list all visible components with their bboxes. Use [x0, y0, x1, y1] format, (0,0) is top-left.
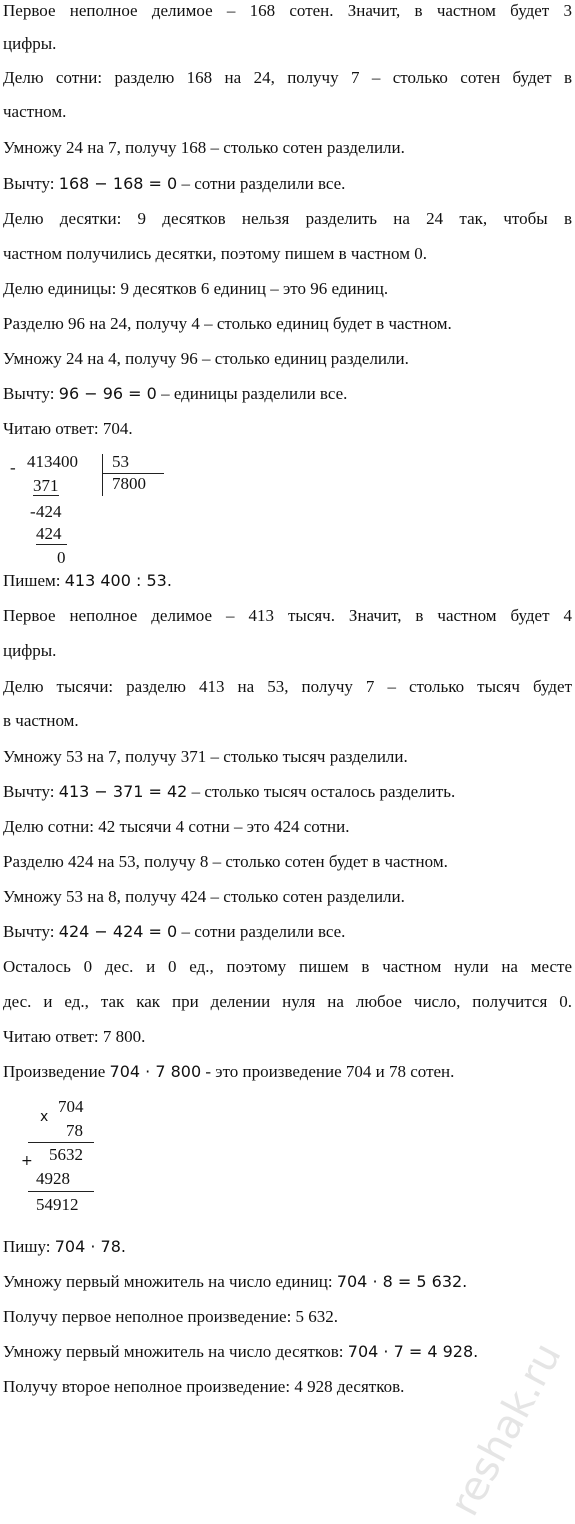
math-expression: 413 − 371 = 42 — [58, 782, 188, 801]
text-line: Осталось 0 дес. и 0 ед., поэтому пишем в частном нули на месте — [3, 957, 572, 976]
text-line — [3, 383, 572, 405]
math-expression: 168 − 168 = 0 — [58, 174, 178, 193]
text-line: частном получились десятки, поэтому пишем в частном 0. — [3, 244, 427, 263]
text-line — [3, 570, 572, 592]
minus-sign: - — [10, 458, 16, 477]
text-line: Первое неполное делимое – 168 сотен. Значит, в частном будет 3 — [3, 1, 572, 20]
subtraction-rule — [33, 495, 59, 496]
text-label: - это произведение 704 и 78 сотен. — [201, 1062, 455, 1081]
text-label: – сотни разделили все. — [177, 922, 346, 941]
math-expression: 704 · 7 800 — [109, 1062, 202, 1081]
text-line: Умножу 24 на 7, получу 168 – столько сотен разделили. — [3, 138, 405, 157]
division-horizontal-rule — [102, 473, 164, 474]
text-line: Первое неполное делимое – 413 тысяч. Значит, в частном будет 4 — [3, 606, 572, 625]
text-line: цифры. — [3, 34, 57, 53]
multiplicand: 704 — [58, 1097, 84, 1116]
text-label: Умножу первый множитель на число единиц: — [3, 1272, 337, 1291]
partial-product: 5632 — [49, 1145, 83, 1164]
multiplier: 78 — [66, 1121, 83, 1140]
watermark: reshak.ru — [441, 1335, 571, 1524]
math-expression: 413 400 : 53. — [64, 571, 172, 590]
divisor: 53 — [112, 452, 129, 471]
partial-product: 4928 — [36, 1169, 70, 1188]
text-line: Получу второе неполное произведение: 4 928 десятков. — [3, 1377, 405, 1396]
text-line — [3, 1271, 572, 1293]
math-expression: 704 · 7 = 4 928. — [347, 1342, 479, 1361]
long-division — [0, 452, 200, 570]
times-sign: x — [40, 1109, 49, 1125]
text-line: Умножу 53 на 7, получу 371 – столько тысяч разделили. — [3, 747, 408, 766]
text-label: Вычту: — [3, 782, 59, 801]
text-line: Делю единицы: 9 десятков 6 единиц – это 96 единиц. — [3, 279, 389, 298]
text-line — [3, 173, 572, 195]
math-expression: 704 · 8 = 5 632. — [336, 1272, 468, 1291]
dividend: 413400 — [27, 452, 78, 471]
multiplication-rule — [28, 1142, 94, 1143]
subtrahend: 371 — [33, 476, 59, 495]
minus-sign: - — [30, 502, 36, 521]
text-label: – единицы разделили все. — [156, 384, 348, 403]
text-label: Умножу первый множитель на число десятков: — [3, 1342, 348, 1361]
text-line: в частном. — [3, 711, 79, 730]
text-line: цифры. — [3, 641, 57, 660]
text-label: Вычту: — [3, 922, 59, 941]
addition-rule — [28, 1191, 94, 1192]
text-line — [3, 1236, 572, 1258]
text-line: Делю сотни: разделю 168 на 24, получу 7 – столько сотен будет в — [3, 68, 572, 87]
text-label: Вычту: — [3, 384, 59, 403]
text-line: Делю тысячи: разделю 413 на 53, получу 7 – столько тысяч будет — [3, 677, 572, 696]
text-line: частном. — [3, 102, 67, 121]
remainder: 0 — [57, 548, 66, 567]
text-line — [3, 1061, 572, 1083]
plus-sign: + — [21, 1153, 33, 1169]
text-label: Вычту: — [3, 174, 59, 193]
text-line: Разделю 424 на 53, получу 8 – столько сотен будет в частном. — [3, 852, 448, 871]
text-line — [3, 781, 572, 803]
math-expression: 96 − 96 = 0 — [58, 384, 157, 403]
subtraction-rule — [36, 544, 67, 545]
text-label: Пишу: — [3, 1237, 55, 1256]
math-expression: 424 − 424 = 0 — [58, 922, 178, 941]
text-line: Умножу 53 на 8, получу 424 – столько сотен разделили. — [3, 887, 405, 906]
column-multiplication — [0, 1097, 200, 1217]
text-line — [3, 921, 572, 943]
text-label: Пишем: — [3, 571, 65, 590]
text-line: Разделю 96 на 24, получу 4 – столько единиц будет в частном. — [3, 314, 452, 333]
text-line: дес. и ед., так как при делении нуля на любое число, получится 0. — [3, 992, 572, 1011]
division-vertical-rule — [102, 454, 103, 496]
partial-dividend: 424 — [36, 502, 62, 521]
quotient: 7800 — [112, 474, 146, 493]
text-label: – столько тысяч осталось разделить. — [187, 782, 456, 801]
text-line: Читаю ответ: 7 800. — [3, 1027, 146, 1046]
subtrahend: 424 — [36, 524, 62, 543]
math-expression: 704 · 78. — [54, 1237, 126, 1256]
text-line: Умножу 24 на 4, получу 96 – столько единиц разделили. — [3, 349, 409, 368]
text-label: Произведение — [3, 1062, 110, 1081]
text-line — [3, 1341, 572, 1363]
text-label: – сотни разделили все. — [177, 174, 346, 193]
text-line: Получу первое неполное произведение: 5 632. — [3, 1307, 339, 1326]
text-line: Делю десятки: 9 десятков нельзя разделить на 24 так, чтобы в — [3, 209, 572, 228]
text-line: Читаю ответ: 704. — [3, 419, 133, 438]
text-line: Делю сотни: 42 тысячи 4 сотни – это 424 сотни. — [3, 817, 350, 836]
product: 54912 — [36, 1195, 79, 1214]
